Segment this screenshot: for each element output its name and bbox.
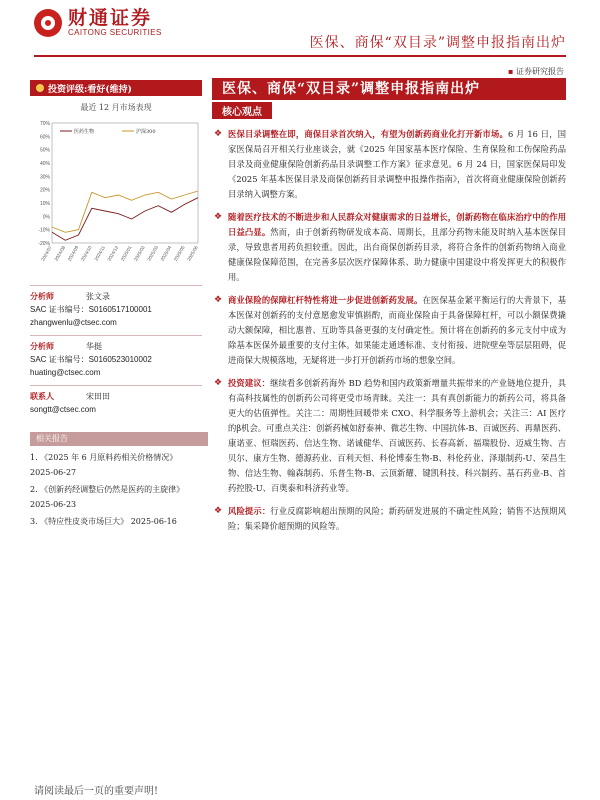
x-tick-label: 2025/02	[133, 245, 146, 262]
bullet-icon: ❖	[214, 506, 223, 516]
paragraph-body: 行业反腐影响超出预期的风险；新药研发进展的不确定性风险；销售不达预期风险；集采降价超预期的风险等。	[228, 506, 566, 531]
x-tick-label: 2024/08	[53, 245, 67, 262]
bullet-icon: ❖	[214, 378, 223, 388]
body-paragraph	[212, 293, 566, 368]
body-paragraph	[212, 127, 566, 202]
x-tick-label: 2024/12	[106, 245, 120, 262]
performance-chart	[30, 117, 202, 275]
paragraph-lead: 随着医疗技术的不断进步和人民群众对健康需求的日益增长，创新药物在临床治疗中的作用日益凸显。	[228, 212, 566, 237]
y-tick-label: 0%	[42, 214, 50, 221]
contact-card	[30, 335, 202, 385]
y-tick-label: 20%	[39, 187, 50, 194]
y-tick-label: 50%	[39, 147, 50, 154]
related-report-item[interactable]: 2. 《创新药经调整后仍然是医药的主旋律》 2025-06-23	[30, 485, 185, 509]
x-tick-label: 2024/10	[80, 245, 93, 262]
paragraph-body: 6 月 16 日，国家医保局召开相关行业座谈会，就《2025 年国家基本医疗保险、生育保险和工伤保险药品目录及商业健康保险创新药品目录调整工作方案》征求意见。6 月 24 日，国家医保局印发《2025 年基本医保目录及商保创新药目录调整申报操作指南》，首次将商业健康保险创新药目录纳入调整方案。	[228, 129, 566, 199]
y-tick-label: 60%	[39, 134, 50, 141]
report-type-label: ▪ 证券研究报告	[508, 66, 564, 77]
bullet-icon: ❖	[214, 212, 223, 222]
body-paragraph	[212, 504, 566, 534]
y-tick-label: -20%	[38, 241, 50, 247]
contact-role: 分析师	[30, 291, 54, 301]
y-tick-label: -10%	[38, 227, 50, 234]
contact-role: 分析师	[30, 341, 54, 351]
x-tick-label: 2025/06	[186, 245, 199, 262]
contact-cert: SAC 证书编号：S0160523010002	[30, 355, 152, 364]
contact-card	[30, 285, 202, 335]
footer-disclaimer: 请阅读最后一页的重要声明!	[34, 786, 159, 797]
y-tick-label: 40%	[39, 161, 50, 167]
bullet-icon: ❖	[214, 295, 223, 305]
x-tick-label: 2024/07	[40, 245, 53, 262]
x-tick-label: 2024/09	[66, 245, 80, 262]
contact-name: 华挺	[86, 342, 102, 351]
logo-icon	[34, 9, 62, 37]
series-line	[52, 191, 198, 232]
contact-cert: SAC 证书编号：S0160517100001	[30, 305, 152, 314]
rating-icon	[36, 84, 44, 92]
contact-name: 宋田田	[86, 392, 110, 401]
related-report-item[interactable]: 3. 《特应性皮炎市场巨大》 2025-06-16	[30, 517, 177, 526]
paragraph-lead: 医保目录调整在即，商保目录首次纳入，有望为创新药商业化打开新市场。	[228, 129, 508, 139]
x-tick-label: 2025/04	[159, 245, 173, 262]
body-paragraph	[212, 210, 566, 285]
x-tick-label: 2025/01	[119, 245, 133, 262]
contact-name: 张文录	[86, 292, 110, 301]
contact-email[interactable]: zhangwenlu@ctsec.com	[30, 318, 117, 327]
chart-caption: 最近 12 月市场表现	[80, 103, 152, 112]
rating-text: 投资评级:看好(维持)	[48, 84, 132, 95]
section-heading: 核心观点	[212, 102, 272, 119]
rating-bar	[30, 80, 202, 96]
related-reports-heading: 相关报告	[30, 432, 208, 446]
sidebar	[30, 80, 202, 422]
contact-role: 联系人	[30, 391, 54, 401]
body-paragraph	[212, 376, 566, 496]
company-logo	[34, 8, 162, 37]
bullet-icon: ❖	[214, 129, 223, 139]
contact-email[interactable]: songtt@ctsec.com	[30, 405, 96, 414]
contact-email[interactable]: huating@ctsec.com	[30, 368, 101, 377]
logo-cn-text: 财通证券	[68, 7, 153, 29]
y-tick-label: 10%	[39, 201, 50, 207]
legend-label: 医药生物	[74, 129, 95, 135]
x-tick-label: 2024/11	[93, 245, 106, 262]
x-tick-label: 2025/03	[146, 245, 160, 262]
page-header	[0, 0, 600, 62]
logo-en-text: CAITONG SECURITIES	[68, 28, 162, 37]
x-tick-label: 2025/05	[172, 245, 186, 262]
main-title: 医保、商保“双目录”调整申报指南出炉	[212, 78, 566, 100]
paragraph-lead: 投资建议：	[228, 378, 271, 388]
main-content	[212, 78, 566, 534]
paragraph-body: 在医保基金紧平衡运行的大背景下，基本医保对创新药的支付意愿愈发审慎斟酌，而商业保险由于具备保障杠杆，可以小额保费撬动大额保障，相比惠普、互助等具备更强的支付确定性。预计将在创新药的多元支付中成为除基本医保外最重要的支付主体。如果能走通透标准、支付衔接、进院壁垒等层层阻碍，促进商保大规模落地，无疑将进一步打开创新药市场的想象空间。	[228, 295, 566, 365]
header-title: 医保、商保“双目录”调整申报指南出炉	[309, 35, 566, 51]
related-reports-list	[30, 450, 202, 531]
contact-card	[30, 385, 202, 422]
series-line	[52, 198, 198, 241]
y-tick-label: 70%	[39, 121, 50, 127]
paragraph-lead: 商业保险的保障杠杆特性将进一步促进创新药发展。	[228, 295, 423, 305]
paragraph-lead: 风险提示：	[228, 506, 271, 516]
legend-label: 沪深300	[136, 129, 156, 135]
paragraph-body: 然而，由于创新药物研发成本高、周期长，且部分药物未能及时纳入基本医保目录，导致患者用药负担较重。因此，出台商保创新药目录，将符合条件的创新药物纳入商业健康保险保障范围，在完善多层次医疗保障体系、助力健康中国建设中将发挥更大的积极作用。	[228, 227, 566, 282]
related-report-item[interactable]: 1. 《2025 年 6 月原料药相关价格情况》 2025-06-27	[30, 453, 178, 477]
contacts	[30, 285, 202, 422]
header-divider	[34, 55, 566, 57]
plot-frame	[52, 123, 198, 243]
y-tick-label: 30%	[39, 174, 50, 181]
paragraph-body: 继续看多创新药海外 BD 趋势和国内政策新增量共振带来的产业链地位提升，具有高科技属性的创新药公司将更受市场青睐。关注一：具有真创新能力的新药公司，将具备更大的估值弹性。关注二：周期性回暖带来 CXO、科学服务等上游机会；关注三：AI 医疗的β机会。可重点关注：创新药械如舒泰神、微芯生物、中国抗体-B、百诚医药、再鼎医药、康诺亚、恒瑞医药、信达生物、诺诚健华、百诚医药、长春高新、福瑞股份、迈威生物、吉贝尔、康方生物、德源药业、百利天恒、科伦博泰生物-B、科伦药业、泽璟制药-U、荣昌生物、信达生物、翰森制药、乐普生物-B、云顶新耀、键凯科技、科兴制药、基石药业-B、首药控股-U、百奥泰和科济药业等。	[228, 378, 566, 493]
